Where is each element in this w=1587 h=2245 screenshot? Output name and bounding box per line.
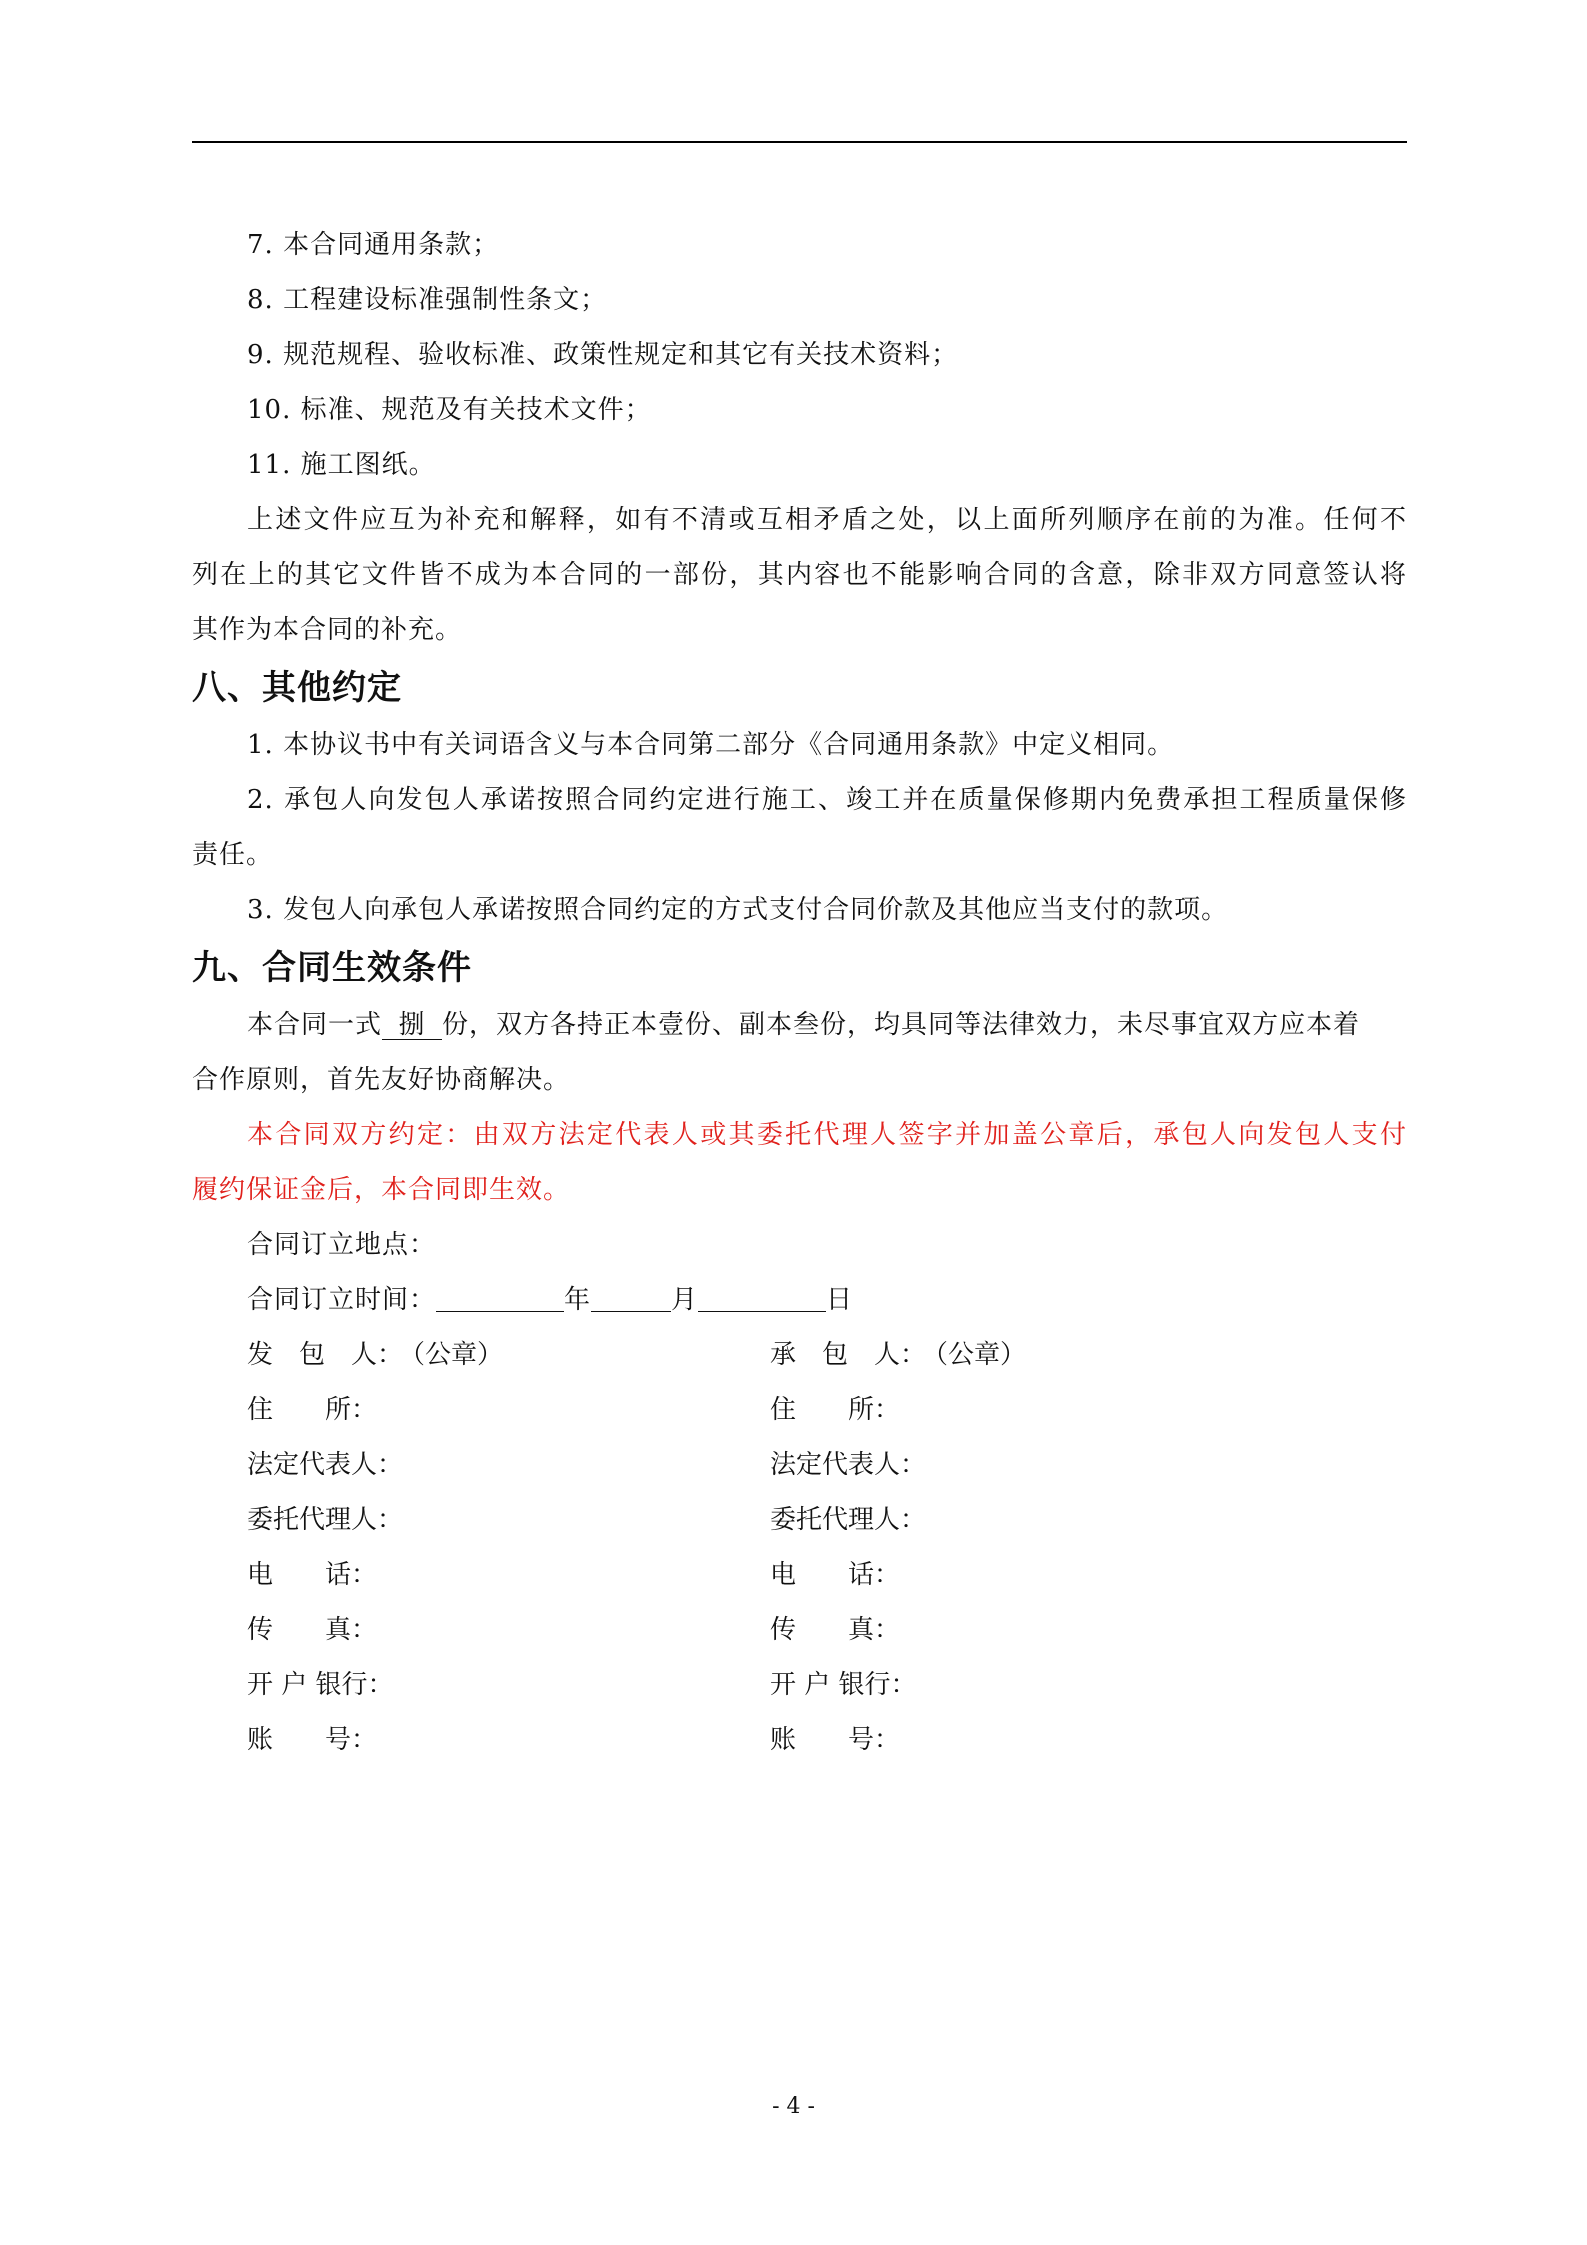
precedence-paragraph-line: 列在上的其它文件皆不成为本合同的一部份，其内容也不能影响合同的含意，除非双方同意签认将 [192, 560, 1407, 590]
agreement-item: 2. 承包人向发包人承诺按照合同约定进行施工、竣工并在质量保修期内免费承担工程质量保修 [247, 785, 1407, 815]
contractor-label: 承 包 人： [770, 1340, 927, 1370]
copies-count: 捌 [382, 1011, 442, 1040]
page-number: - 4 - [772, 2094, 815, 2119]
precedence-paragraph-line: 上述文件应互为补充和解释，如有不清或互相矛盾之处，以上面所列顺序在前的为准。任何不 [247, 505, 1407, 535]
copies-paragraph-line: 合作原则，首先友好协商解决。 [192, 1065, 571, 1095]
list-item: 10. 标准、规范及有关技术文件； [247, 395, 652, 425]
year-label: 年 [564, 1285, 592, 1315]
signature-row-bank [192, 1658, 1407, 1713]
employer-agent-label: 委托代理人： [247, 1505, 404, 1535]
year-blank [436, 1285, 564, 1312]
precedence-paragraph-line: 其作为本合同的补充。 [192, 615, 463, 645]
signature-row-fax [192, 1603, 1407, 1658]
employer-account-label: 账 号： [247, 1725, 378, 1755]
contractor-agent-label: 委托代理人： [770, 1505, 927, 1535]
copies-prefix: 本合同一式 [247, 1010, 383, 1040]
document-body [192, 218, 1407, 1768]
list-item: 7. 本合同通用条款； [247, 230, 500, 260]
agreement-item: 3. 发包人向承包人承诺按照合同约定的方式支付合同价款及其他应当支付的款项。 [247, 895, 1229, 925]
contractor-bank-label: 开 户 银行： [770, 1670, 917, 1700]
effective-clause-line: 本合同双方约定：由双方法定代表人或其委托代理人签字并加盖公章后，承包人向发包人支付 [247, 1120, 1407, 1150]
employer-label: 发 包 人： [247, 1340, 404, 1370]
contractor-phone-label: 电 话： [770, 1560, 901, 1590]
signature-row-agent [192, 1493, 1407, 1548]
contractor-address-label: 住 所： [770, 1395, 901, 1425]
agreement-item: 1. 本协议书中有关词语含义与本合同第二部分《合同通用条款》中定义相同。 [247, 730, 1175, 760]
contractor-seal-note: （公章） [922, 1340, 1027, 1370]
employer-legal-rep-label: 法定代表人： [247, 1450, 404, 1480]
copies-paragraph-line [192, 998, 1407, 1053]
month-blank [591, 1285, 671, 1312]
contract-date-line [192, 1273, 1407, 1328]
month-label: 月 [671, 1285, 699, 1315]
contract-time-label: 合同订立时间： [247, 1285, 437, 1315]
section-heading-other-agreements: 八、其他约定 [192, 668, 402, 708]
header-rule [192, 141, 1407, 143]
effective-clause-line: 履约保证金后，本合同即生效。 [192, 1175, 571, 1205]
section-heading-effective-conditions: 九、合同生效条件 [192, 948, 472, 988]
signature-row-party [192, 1328, 1407, 1383]
contractor-account-label: 账 号： [770, 1725, 901, 1755]
employer-seal-note: （公章） [399, 1340, 504, 1370]
copies-suffix: 份，双方各持正本壹份、副本叁份，均具同等法律效力，未尽事宜双方应本着 [442, 1010, 1361, 1040]
employer-bank-label: 开 户 银行： [247, 1670, 394, 1700]
signature-row-legal-rep [192, 1438, 1407, 1493]
contract-place-label: 合同订立地点： [247, 1230, 437, 1260]
contractor-party [770, 1328, 1026, 1383]
signature-row-account [192, 1713, 1407, 1768]
signature-row-phone [192, 1548, 1407, 1603]
list-item: 11. 施工图纸。 [247, 450, 436, 480]
contractor-fax-label: 传 真： [770, 1615, 901, 1645]
employer-party [247, 1328, 503, 1383]
contractor-legal-rep-label: 法定代表人： [770, 1450, 927, 1480]
employer-address-label: 住 所： [247, 1395, 378, 1425]
signature-row-address [192, 1383, 1407, 1438]
agreement-item-continuation: 责任。 [192, 840, 274, 870]
employer-phone-label: 电 话： [247, 1560, 378, 1590]
day-blank [698, 1285, 826, 1312]
list-item: 9. 规范规程、验收标准、政策性规定和其它有关技术资料； [247, 340, 959, 370]
employer-fax-label: 传 真： [247, 1615, 378, 1645]
list-item: 8. 工程建设标准强制性条文； [247, 285, 608, 315]
day-label: 日 [826, 1285, 854, 1315]
